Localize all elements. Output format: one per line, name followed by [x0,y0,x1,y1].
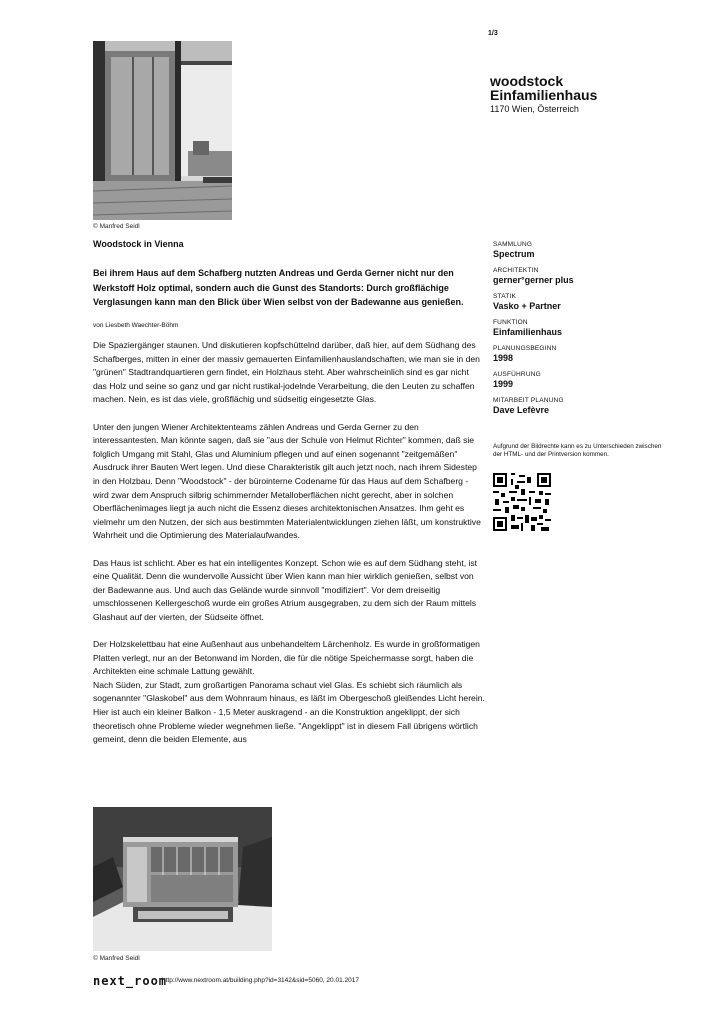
header-title-block [490,74,710,115]
meta-value: Vasko + Partner [493,301,561,311]
meta-item [493,292,663,312]
article-paragraph: Unter den jungen Wiener Architektenteams zählen Andreas und Gerda Gerner zu den interessantesten. Man könnte sagen, daß sie "aus der Schule von Helmut Richter" kommen, daß sie folglich Umgang mit Stahl, Glas und Aluminium pflegen und auf einen sogenannt "zeitgemäßen" Ausdruck ihrer Bauten Wert legen. Und diese Charakteristik gilt auch jetzt noch, nach ihrem Sidestep in den Holzbau. Denn "Woodstock" - der bürointerne Codename für das Haus auf dem Schafberg - wird zwar dem Anspruch silbrig schimmernder Metalloberflächen nicht gerecht, aber in solchen Oberflächenimages liegt ja auch nicht die Essenz dieses architektonischen Ansatzes. Ihm geht es vielmehr um den Nutzen, der sich aus bestimmten Materialentwicklungen ziehen läßt, um konstruktive Wahrheit und die Optimierung des Materialaufwandes. [93,421,481,541]
meta-value: 1998 [493,353,514,363]
meta-label: MITARBEIT PLANUNG [493,397,564,404]
article-paragraph: Das Haus ist schlicht. Aber es hat ein intelligentes Konzept. Schon wie es auf dem Südhang steht, ist eine Qualität. Denn die wundervolle Aussicht über Wien kann man hier wirklich genießen, selbst von der Badewanne aus. Und auch das Gelände wurde sinnvoll "modifiziert". Vor dem dreiseitig umschlossenen Kellergeschoß wurde ein großes Atrium ausgegraben, zu dem sich der Raum mittels Glashaut auf der vierten, der Südseite öffnet. [93,557,478,622]
project-type: Einfamilienhaus [490,87,598,103]
meta-item [493,240,663,260]
meta-value: Dave Lefèvre [493,405,550,415]
house-exterior-image [93,807,272,951]
house-interior-image [93,41,232,220]
meta-item [493,266,663,286]
article-paragraph: Die Spaziergänger staunen. Und diskutieren kopfschüttelnd darüber, daß hier, auf dem Südhang des Schafberges, mitten in einer der massiv gemauerten Einfamilienhauslandschaften, wie man sie in den "grünen" Stadtrandquartieren gern findet, ein Holzhaus steht. Aber wahrscheinlich sind es gar nicht das Holz und seine so ganz und gar nicht rustikal-jodelnde Verarbeitung, die den Leuten zu schaffen machen. Nein, es ist das viele, großflächig und südseitig eingesetzte Glas. [93,340,480,405]
article-paragraph: Nach Süden, zur Stadt, zum großartigen Panorama schaut viel Glas. Es schiebt sich räumlich als sogenannter "Glaskobel" aus dem Wohnraum hinaus, es läßt im Obergeschoß gleißendes Licht herein. Hier ist auch ein kleiner Balkon - 1,5 Meter auskragend - an die Konstruktion angeklippt, der sich theoretisch ohne Probleme wieder wegnehmen ließe. "Angeklippt" ist in diesem Fall übrigens wörtlich gemeint, denn die beiden Elemente, aus [93,679,485,745]
article-body [93,339,485,747]
article-lead: Bei ihrem Haus auf dem Schafberg nutzten Andreas und Gerda Gerner nicht nur den Werkstoff Holz optimal, sondern auch die Gunst des Standorts: Durch großflächige Verglasungen kann man den Blick über Wien selbst von der Badewanne aus genießen. [93,268,464,307]
top-photo [93,41,232,220]
meta-value: Spectrum [493,249,535,259]
meta-value: 1999 [493,379,514,389]
meta-item [493,370,663,390]
meta-label: PLANUNGSBEGINN [493,345,557,352]
article-paragraph: Der Holzskelettbau hat eine Außenhaut aus unbehandeltem Lärchenholz. Es wurde in großformatigen Platten verlegt, nur an der Betonwand im Norden, die für die nötige Speichermasse sorgt, haben die Architekten eine schmale Lattung gewählt. [93,639,480,677]
meta-value: Einfamilienhaus [493,327,563,337]
meta-sidebar [493,240,663,422]
image-rights-note: Aufgrund der Bildrechte kann es zu Unterschieden zwischen der HTML- und der Printversion kommen. [493,443,662,458]
meta-item [493,318,663,338]
project-address: 1170 Wien, Österreich [490,104,579,114]
meta-label: STATIK [493,293,516,300]
meta-label: AUSFÜHRUNG [493,371,541,378]
meta-label: FUNKTION [493,319,528,326]
qr-code-icon[interactable] [493,473,551,531]
bottom-photo [93,807,272,951]
nextroom-logo: next_room [93,974,168,988]
meta-item [493,344,663,364]
page-number: 1/3 [488,30,498,37]
meta-label: ARCHITEKTIN [493,267,539,274]
source-url[interactable]: http://www.nextroom.at/building.php?id=3142&sid=5060, 20.01.2017 [162,977,359,984]
meta-label: SAMMLUNG [493,241,533,248]
top-photo-credit: © Manfred Seidl [93,223,140,230]
meta-value: gerner°gerner plus [493,275,574,285]
article-author: von Liesbeth Waechter-Böhm [93,322,179,329]
meta-item [493,396,663,416]
bottom-photo-credit: © Manfred Seidl [93,955,140,962]
article-title: Woodstock in Vienna [93,239,184,249]
project-title: woodstock [490,73,564,89]
